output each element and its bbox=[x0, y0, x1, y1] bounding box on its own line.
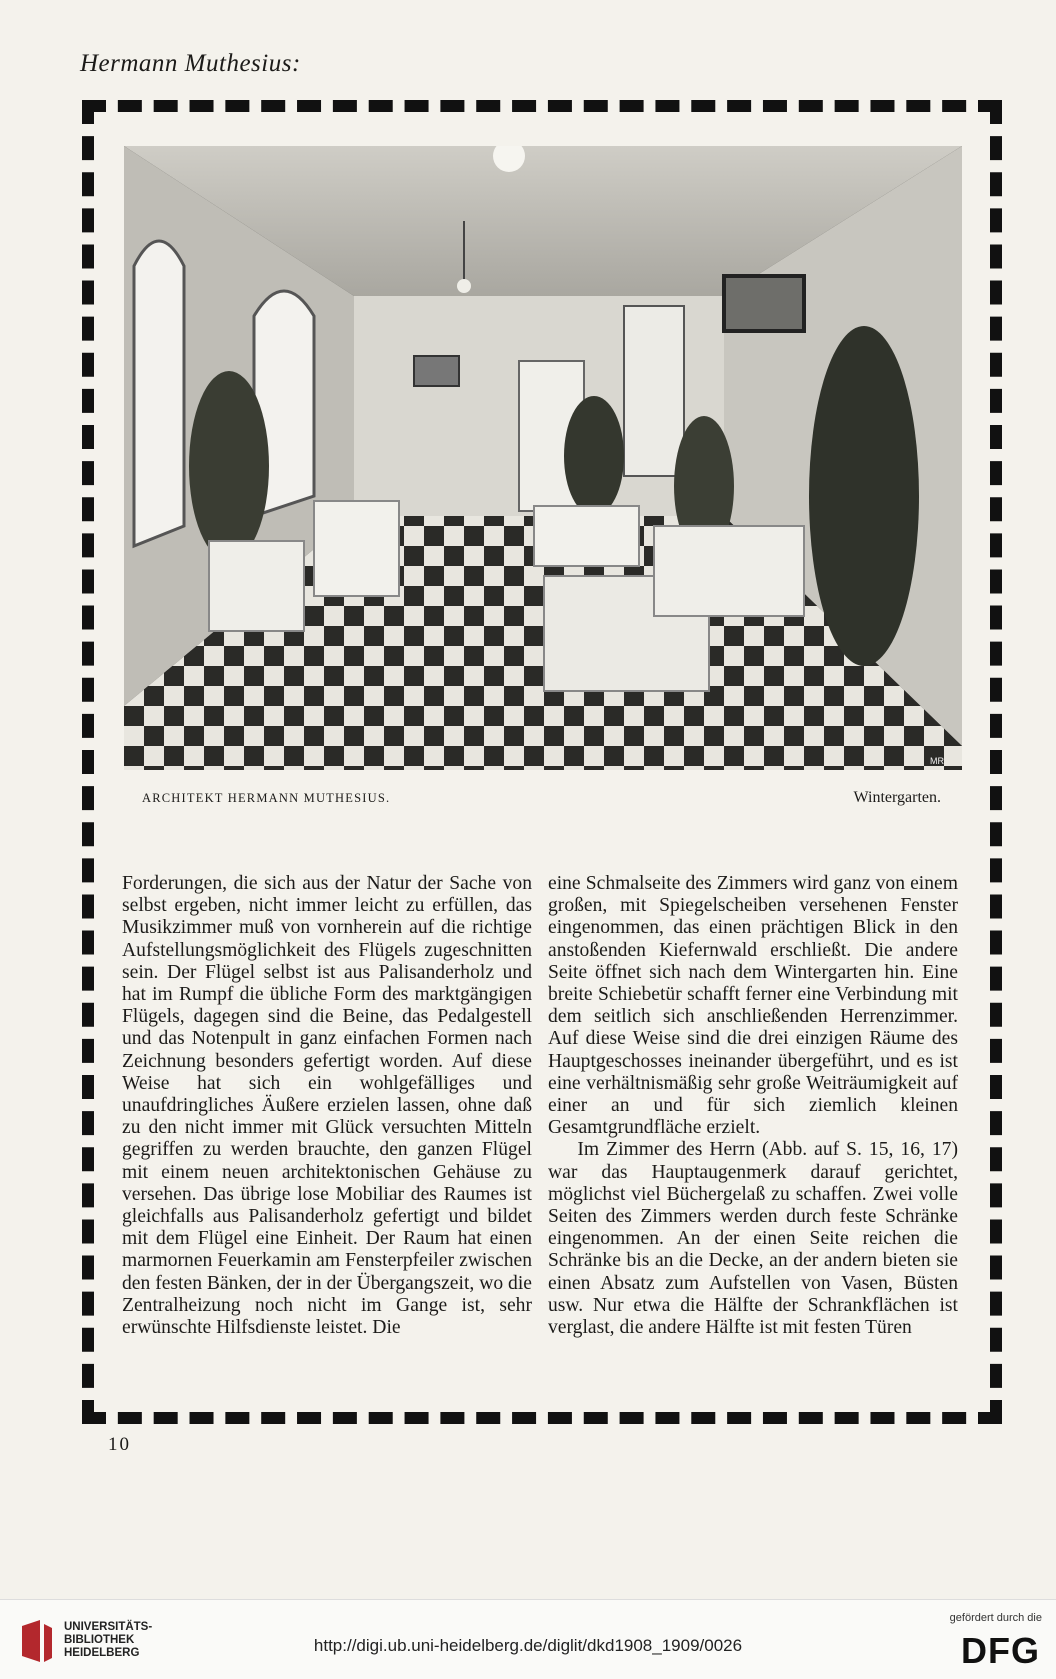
photo-mark: MR bbox=[930, 756, 944, 766]
digitization-footer bbox=[0, 1599, 1056, 1679]
photo-illustration bbox=[124, 146, 962, 770]
funded-by-label: gefördert durch die bbox=[949, 1612, 1042, 1624]
paragraph: eine Schmalseite des Zimmers wird ganz von einem großen, mit Spiegelscheiben versehenen Fenster eingenommen, das einen prächtigen Blick in den anstoßenden Kiefernwald erschließt. Die andere Seite öffnet sich nach dem Wintergarten hin. Eine breite Schiebetür schafft ferner eine Verbindung mit dem seitlich sich anschließenden Herrenzimmer. Auf diese Weise sind die drei einzigen Räume des Hauptgeschosses ineinander übergeführt, und es ist eine verhältnismäßig sehr große Weiträumigkeit auf einer an und für sich ziemlich kleinen Gesamtgrundfläche erzielt. bbox=[548, 873, 958, 1139]
paragraph: Im Zimmer des Herrn (Abb. auf S. 15, 16, 17) war das Hauptaugenmerk darauf gerichtet, möglichst viel Büchergelaß zu schaffen. Zwei volle Seiten des Zimmers werden durch feste Schränke eingenommen. An der einen Seite reichen die Schränke bis an die Decke, an der andern bieten sie einen Absatz zum Aufstellen von Vasen, Büsten usw. Nur etwa die Hälfte der Schrankflächen ist verglast, die andere Hälfte ist mit festen Türen bbox=[548, 1139, 958, 1339]
text-column-left bbox=[122, 873, 532, 1339]
source-url-link[interactable]: http://digi.ub.uni-heidelberg.de/diglit/dkd1908_1909/0026 bbox=[313, 1636, 743, 1655]
page-number: 10 bbox=[108, 1434, 131, 1455]
figure-title: Wintergarten. bbox=[853, 789, 941, 806]
running-title: Hermann Muthesius: bbox=[80, 50, 301, 77]
library-name: UNIVERSITÄTS- BIBLIOTHEK HEIDELBERG bbox=[64, 1621, 153, 1659]
text-column-right bbox=[548, 873, 958, 1339]
paragraph: Forderungen, die sich aus der Natur der Sache von selbst ergeben, nicht immer leicht zu erfüllen, das Musikzimmer muß von vornherein auf die richtige Aufstellungsmöglichkeit des Flügels zugeschnitten sein. Der Flügel selbst ist aus Palisanderholz und hat im Rumpf die übliche Form des marktgängigen Flügels, dagegen sind die Beine, das Pedalgestell und das Notenpult in ganz einfachen Formen nach Zeichnung besonders gefertigt worden. Auf diese Weise hat sich ein wohlgefälliges und unaufdringliches Äußere erzielen lassen, ohne daß zu den nicht immer mit Glück versuchten Mitteln gegriffen zu werden brauchte, den ganzen Flügel mit einem neuen architektonischen Gehäuse zu versehen. Das übrige lose Mobiliar des Raumes ist gleichfalls aus Palisanderholz gefertigt und bildet mit dem Flügel eine Einheit. Der Raum hat einen marmornen Feuerkamin am Fensterpfeiler zwischen den festen Bänken, der in der Übergangszeit, wo die Zentralheizung noch nicht im Gange ist, sehr erwünschte Hilfsdienste leistet. Die bbox=[122, 873, 532, 1339]
wintergarten-photo bbox=[124, 146, 962, 770]
dfg-logo: DFG bbox=[961, 1630, 1040, 1671]
figure-credit: ARCHITEKT HERMANN MUTHESIUS. bbox=[142, 791, 391, 805]
